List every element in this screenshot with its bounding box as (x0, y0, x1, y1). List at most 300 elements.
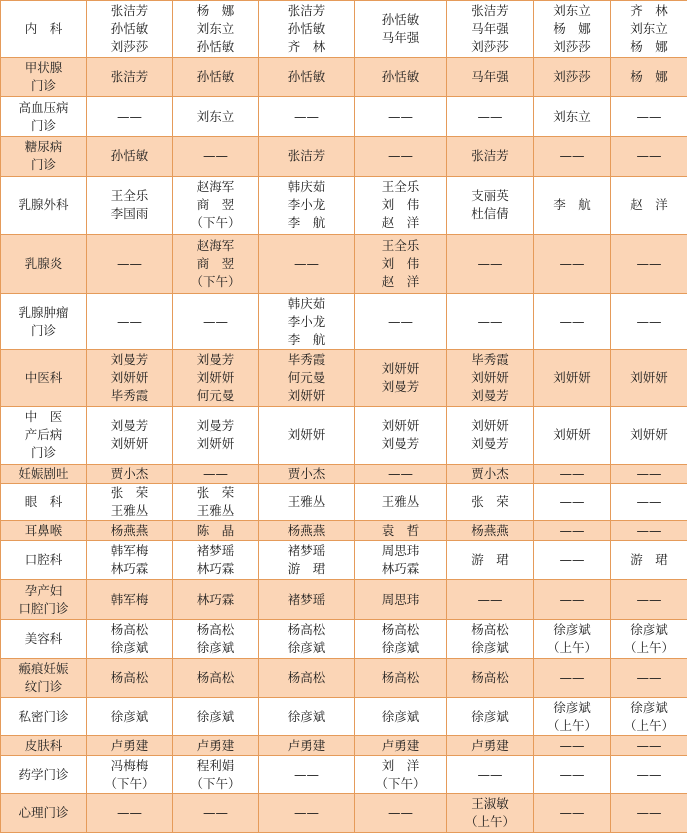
schedule-cell (611, 235, 687, 294)
table-row (1, 580, 687, 620)
schedule-cell (611, 406, 687, 464)
no-clinic-dash: —— (388, 108, 413, 124)
doctor-name: 刘曼芳 (381, 378, 420, 394)
schedule-cell (447, 619, 534, 659)
table-row (1, 483, 687, 521)
doctor-name: 赵 洋 (381, 215, 420, 231)
schedule-cell (173, 580, 259, 620)
schedule-cell (259, 57, 355, 97)
no-clinic-dash: —— (388, 148, 413, 164)
doctor-name: 徐彦斌 (287, 708, 326, 724)
doctor-name: 卢勇建 (381, 737, 420, 753)
table-row (1, 697, 687, 736)
doctor-name: 杨高松 (381, 622, 420, 638)
doctor-name: 李小龙 (287, 197, 326, 213)
schedule-cell (611, 97, 687, 137)
no-clinic-dash: —— (636, 766, 662, 782)
no-clinic-dash: —— (559, 256, 585, 272)
no-clinic-dash: —— (203, 148, 228, 164)
department-label: 门诊 (30, 78, 56, 94)
department-label: 乳腺外科 (18, 197, 69, 213)
doctor-name: 王全乐 (381, 179, 420, 195)
schedule-cell (447, 483, 534, 521)
schedule-cell (355, 794, 447, 833)
schedule-cell (447, 464, 534, 483)
schedule-cell (611, 176, 687, 235)
no-clinic-dash: —— (559, 805, 585, 821)
schedule-cell (355, 540, 447, 580)
schedule-cell (173, 1, 259, 58)
doctor-name: 林巧霖 (196, 560, 235, 576)
department-label: 乳腺肿瘤 (18, 304, 69, 320)
schedule-cell (355, 697, 447, 736)
schedule-cell (173, 176, 259, 235)
doctor-name: 周思玮 (381, 542, 420, 558)
doctor-name: 杨高松 (471, 670, 509, 686)
schedule-cell (534, 136, 611, 176)
schedule-cell (534, 1, 611, 58)
department-label: 门诊 (30, 117, 56, 133)
no-clinic-dash: —— (559, 670, 585, 686)
schedule-cell (259, 659, 355, 698)
no-clinic-dash: —— (388, 313, 413, 329)
doctor-name: 徐彦斌 (381, 708, 420, 724)
department-cell (1, 97, 87, 137)
schedule-cell (611, 464, 687, 483)
department-cell (1, 176, 87, 235)
doctor-name: 张 荣 (110, 485, 149, 501)
doctor-name: 徐彦斌 (196, 640, 235, 656)
schedule-cell (447, 697, 534, 736)
schedule-cell (534, 619, 611, 659)
schedule-cell (534, 406, 611, 464)
schedule-cell (173, 136, 259, 176)
doctor-name: 孙恬敏 (287, 20, 326, 36)
schedule-cell (87, 176, 173, 235)
schedule-cell (611, 659, 687, 698)
doctor-name: 刘莎莎 (553, 69, 591, 85)
schedule-cell (355, 176, 447, 235)
table-row (1, 57, 687, 97)
no-clinic-dash: —— (559, 148, 585, 164)
doctor-name: 孙恬敏 (196, 38, 235, 54)
table-row (1, 294, 687, 350)
schedule-cell (355, 294, 447, 350)
schedule-cell (87, 464, 173, 483)
table-row (1, 349, 687, 406)
department-label: 孕产妇 (24, 582, 63, 598)
schedule-cell (173, 521, 259, 540)
no-clinic-dash: —— (636, 108, 662, 124)
schedule-cell (259, 406, 355, 464)
schedule-cell (173, 619, 259, 659)
department-cell (1, 235, 87, 294)
doctor-name: 刘妍妍 (630, 369, 668, 385)
schedule-cell (447, 580, 534, 620)
schedule-cell (259, 235, 355, 294)
doctor-name: 刘妍妍 (630, 427, 668, 443)
department-cell (1, 736, 87, 755)
doctor-name: 刘妍妍 (381, 418, 420, 434)
department-cell (1, 619, 87, 659)
doctor-name: 韩军梅 (110, 542, 149, 558)
schedule-cell (534, 794, 611, 833)
doctor-name: 毕秀霞 (110, 387, 149, 403)
department-label: 眼 科 (24, 494, 63, 510)
no-clinic-dash: —— (559, 522, 585, 538)
doctor-name: 贾小杰 (471, 465, 509, 481)
doctor-name: 游 珺 (287, 560, 326, 576)
no-clinic-dash: —— (477, 591, 503, 607)
doctor-name: 杨高松 (287, 670, 326, 686)
doctor-name: 韩庆茹 (287, 295, 326, 311)
schedule-cell (534, 580, 611, 620)
doctor-name: 李 航 (287, 215, 326, 231)
schedule-cell (611, 736, 687, 755)
doctor-name: 徐彦斌 (110, 640, 149, 656)
doctor-name: 卢勇建 (110, 737, 149, 753)
doctor-name: 马年强 (471, 69, 509, 85)
doctor-name: 徐彦斌 (110, 708, 149, 724)
department-label: 中医科 (24, 369, 63, 385)
doctor-name: 杜信倩 (471, 206, 509, 222)
schedule-cell (355, 483, 447, 521)
no-clinic-dash: —— (636, 591, 662, 607)
schedule-cell (87, 406, 173, 464)
doctor-name: 杨燕燕 (471, 522, 509, 538)
no-clinic-dash: —— (388, 465, 413, 481)
table-row (1, 521, 687, 540)
schedule-cell (259, 349, 355, 406)
schedule-cell (87, 97, 173, 137)
department-label: 产后病 (24, 427, 63, 443)
department-cell (1, 349, 87, 406)
schedule-cell (259, 755, 355, 794)
schedule-cell (611, 521, 687, 540)
doctor-name: 刘东立 (630, 20, 668, 36)
no-clinic-dash: —— (294, 766, 319, 782)
schedule-cell (355, 736, 447, 755)
schedule-cell (355, 136, 447, 176)
schedule-cell (534, 294, 611, 350)
no-clinic-dash: —— (477, 108, 503, 124)
no-clinic-dash: —— (117, 805, 142, 821)
department-label: 皮肤科 (24, 737, 63, 753)
table-row (1, 755, 687, 794)
schedule-cell (447, 136, 534, 176)
doctor-name: （下午） (104, 775, 155, 791)
table-row (1, 794, 687, 833)
doctor-name: 孙恬敏 (381, 69, 420, 85)
no-clinic-dash: —— (203, 465, 228, 481)
schedule-cell (355, 57, 447, 97)
schedule-cell (173, 794, 259, 833)
no-clinic-dash: —— (636, 805, 662, 821)
doctor-name: 孙恬敏 (110, 20, 149, 36)
doctor-name: 徐彦斌 (553, 622, 591, 638)
department-label: 糖尿病 (24, 139, 63, 155)
schedule-cell (173, 540, 259, 580)
no-clinic-dash: —— (117, 256, 142, 272)
no-clinic-dash: —— (636, 737, 662, 753)
schedule-cell (355, 659, 447, 698)
department-cell (1, 755, 87, 794)
doctor-name: 刘曼芳 (110, 418, 149, 434)
doctor-name: 王全乐 (381, 238, 420, 254)
schedule-cell (447, 659, 534, 698)
table-row (1, 540, 687, 580)
doctor-name: （上午） (464, 814, 515, 830)
doctor-name: 毕秀霞 (471, 351, 509, 367)
doctor-name: 刘东立 (553, 2, 591, 18)
doctor-name: 杨 娜 (630, 69, 668, 85)
no-clinic-dash: —— (294, 108, 319, 124)
doctor-name: 李国雨 (110, 206, 149, 222)
schedule-cell (534, 176, 611, 235)
doctor-name: 王雅丛 (196, 503, 235, 519)
doctor-name: 杨高松 (196, 622, 235, 638)
doctor-name: 杨高松 (287, 622, 326, 638)
doctor-name: 张洁芳 (287, 148, 326, 164)
doctor-name: 杨高松 (471, 622, 509, 638)
doctor-name: 刘 伟 (381, 256, 420, 272)
doctor-name: （上午） (546, 640, 597, 656)
schedule-cell (447, 97, 534, 137)
doctor-name: 刘妍妍 (287, 387, 326, 403)
doctor-name: 孙恬敏 (196, 69, 235, 85)
schedule-cell (259, 736, 355, 755)
schedule-cell (173, 697, 259, 736)
schedule-cell (259, 294, 355, 350)
doctor-name: 刘曼芳 (196, 351, 235, 367)
no-clinic-dash: —— (477, 313, 503, 329)
schedule-cell (611, 349, 687, 406)
schedule-cell (87, 235, 173, 294)
schedule-cell (611, 697, 687, 736)
schedule-cell (355, 464, 447, 483)
doctor-name: 徐彦斌 (630, 699, 668, 715)
doctor-name: 杨高松 (381, 670, 420, 686)
doctor-name: 杨 娜 (553, 20, 591, 36)
no-clinic-dash: —— (477, 766, 503, 782)
doctor-name: 李 航 (287, 331, 326, 347)
schedule-cell (534, 697, 611, 736)
department-label: 妊娠剧吐 (18, 465, 69, 481)
department-cell (1, 464, 87, 483)
schedule-cell (355, 349, 447, 406)
schedule-cell (534, 97, 611, 137)
table-row (1, 235, 687, 294)
no-clinic-dash: —— (117, 313, 142, 329)
doctor-name: 袁 哲 (381, 522, 420, 538)
schedule-cell (173, 406, 259, 464)
schedule-cell (259, 521, 355, 540)
doctor-name: 褚梦瑶 (287, 591, 326, 607)
schedule-cell (534, 540, 611, 580)
department-cell (1, 794, 87, 833)
doctor-name: （下午） (190, 274, 241, 290)
doctor-name: 齐 林 (287, 38, 326, 54)
schedule-cell (87, 619, 173, 659)
doctor-name: 徐彦斌 (471, 708, 509, 724)
schedule-cell (534, 521, 611, 540)
doctor-name: 刘 洋 (381, 757, 420, 773)
doctor-name: 杨燕燕 (110, 522, 149, 538)
table-row (1, 1, 687, 58)
schedule-cell (87, 736, 173, 755)
doctor-name: 孙恬敏 (287, 69, 326, 85)
schedule-cell (447, 736, 534, 755)
schedule-cell (173, 57, 259, 97)
department-label: 药学门诊 (18, 766, 69, 782)
doctor-name: 刘妍妍 (287, 427, 326, 443)
doctor-name: 刘曼芳 (471, 387, 509, 403)
doctor-name: 陈 晶 (196, 522, 235, 538)
schedule-cell (355, 235, 447, 294)
department-label: 纹门诊 (24, 679, 63, 695)
schedule-cell (447, 294, 534, 350)
doctor-name: 刘莎莎 (110, 38, 149, 54)
doctor-name: 马年强 (381, 29, 420, 45)
department-label: 美容科 (24, 631, 63, 647)
department-cell (1, 540, 87, 580)
doctor-name: 徐彦斌 (630, 622, 668, 638)
no-clinic-dash: —— (559, 737, 585, 753)
doctor-name: 张 荣 (196, 485, 235, 501)
department-label: 心理门诊 (18, 805, 69, 821)
schedule-cell (534, 464, 611, 483)
department-label: 门诊 (30, 322, 56, 338)
table-row (1, 97, 687, 137)
doctor-name: 林巧霖 (110, 560, 149, 576)
doctor-name: 齐 林 (630, 2, 668, 18)
no-clinic-dash: —— (117, 108, 142, 124)
no-clinic-dash: —— (388, 805, 413, 821)
doctor-name: （下午） (190, 215, 241, 231)
schedule-cell (173, 659, 259, 698)
doctor-name: 刘妍妍 (110, 436, 149, 452)
doctor-name: （下午） (375, 775, 426, 791)
doctor-name: 何元曼 (196, 387, 235, 403)
schedule-cell (87, 540, 173, 580)
schedule-cell (611, 483, 687, 521)
doctor-name: 冯梅梅 (110, 757, 149, 773)
doctor-name: （上午） (546, 717, 597, 733)
doctor-name: 刘妍妍 (110, 369, 149, 385)
schedule-cell (259, 136, 355, 176)
doctor-name: 王雅丛 (110, 503, 149, 519)
department-label: 乳腺炎 (24, 256, 63, 272)
schedule-cell (534, 755, 611, 794)
doctor-name: 刘妍妍 (553, 369, 591, 385)
department-label: 耳鼻喉 (24, 522, 63, 538)
schedule-cell (447, 235, 534, 294)
schedule-cell (534, 235, 611, 294)
no-clinic-dash: —— (559, 313, 585, 329)
doctor-name: 商 翌 (196, 197, 235, 213)
doctor-name: 林巧霖 (196, 591, 235, 607)
doctor-name: 李 航 (553, 197, 591, 213)
doctor-name: 王全乐 (110, 188, 149, 204)
schedule-cell (87, 294, 173, 350)
schedule-cell (173, 97, 259, 137)
doctor-name: （上午） (623, 717, 674, 733)
no-clinic-dash: —— (559, 494, 585, 510)
table-row (1, 619, 687, 659)
department-label: 口腔科 (24, 551, 63, 567)
doctor-name: 卢勇建 (196, 737, 235, 753)
doctor-name: 贾小杰 (287, 465, 326, 481)
schedule-cell (611, 794, 687, 833)
doctor-name: 赵 洋 (381, 274, 420, 290)
doctor-name: 林巧霖 (381, 560, 420, 576)
doctor-name: 刘妍妍 (196, 369, 235, 385)
schedule-cell (87, 1, 173, 58)
no-clinic-dash: —— (203, 805, 228, 821)
no-clinic-dash: —— (559, 766, 585, 782)
doctor-name: 褚梦瑶 (287, 542, 326, 558)
schedule-cell (173, 235, 259, 294)
schedule-cell (173, 483, 259, 521)
schedule-cell (447, 521, 534, 540)
schedule-cell (173, 349, 259, 406)
schedule-cell (611, 755, 687, 794)
schedule-cell (259, 97, 355, 137)
no-clinic-dash: —— (203, 313, 228, 329)
department-cell (1, 136, 87, 176)
schedule-cell (87, 349, 173, 406)
schedule-cell (611, 136, 687, 176)
doctor-name: 刘曼芳 (381, 436, 420, 452)
schedule-cell (259, 176, 355, 235)
department-label: 门诊 (30, 445, 56, 461)
doctor-name: 刘妍妍 (553, 427, 591, 443)
schedule-cell (534, 57, 611, 97)
department-label: 口腔门诊 (18, 600, 69, 616)
schedule-cell (87, 794, 173, 833)
doctor-name: 韩军梅 (110, 591, 149, 607)
doctor-name: 何元曼 (287, 369, 326, 385)
schedule-cell (355, 97, 447, 137)
doctor-name: 杨 娜 (630, 38, 668, 54)
doctor-name: 张洁芳 (287, 2, 326, 18)
schedule-cell (259, 540, 355, 580)
schedule-cell (447, 57, 534, 97)
table-row (1, 176, 687, 235)
department-cell (1, 580, 87, 620)
no-clinic-dash: —— (294, 256, 319, 272)
doctor-name: 韩庆茹 (287, 179, 326, 195)
doctor-name: 王淑敏 (471, 796, 509, 812)
doctor-name: 赵海军 (196, 179, 235, 195)
doctor-name: 张洁芳 (471, 148, 509, 164)
schedule-cell (173, 294, 259, 350)
doctor-name: 刘莎莎 (471, 38, 509, 54)
schedule-cell (534, 483, 611, 521)
doctor-name: 徐彦斌 (287, 640, 326, 656)
no-clinic-dash: —— (636, 494, 662, 510)
doctor-name: 刘莎莎 (553, 38, 591, 54)
doctor-name: 徐彦斌 (381, 640, 420, 656)
schedule-cell (534, 659, 611, 698)
schedule-cell (534, 349, 611, 406)
department-cell (1, 697, 87, 736)
doctor-name: 徐彦斌 (196, 708, 235, 724)
no-clinic-dash: —— (294, 805, 319, 821)
doctor-name: 周思玮 (381, 591, 420, 607)
doctor-name: 马年强 (471, 20, 509, 36)
no-clinic-dash: —— (636, 256, 662, 272)
